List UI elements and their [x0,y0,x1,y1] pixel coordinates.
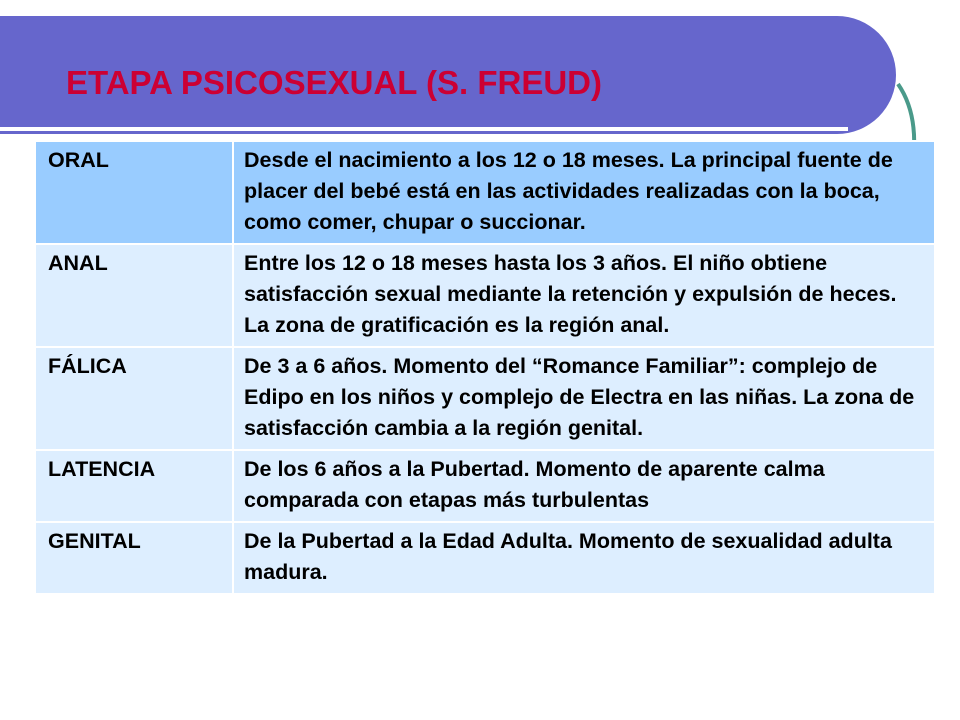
stage-description: De la Pubertad a la Edad Adulta. Momento de sexualidad adulta madura. [233,522,935,594]
table-row [35,141,935,244]
stage-description: Desde el nacimiento a los 12 o 18 meses. La principal fuente de placer del bebé está en las actividades realizadas con la boca, como comer, chupar o succionar. [233,141,935,244]
table-row [35,244,935,347]
stage-name: ORAL [35,141,233,244]
stage-name: GENITAL [35,522,233,594]
stage-description: De los 6 años a la Pubertad. Momento de aparente calma comparada con etapas más turbulentas [233,450,935,522]
banner-divider [0,127,848,131]
slide-title: ETAPA PSICOSEXUAL (S. FREUD) [66,64,602,101]
stage-description: De 3 a 6 años. Momento del “Romance Familiar”: complejo de Edipo en los niños y complejo de Electra en las niñas. La zona de satisfacción cambia a la región genital. [233,347,935,450]
stage-name: ANAL [35,244,233,347]
stages-table-container [34,140,934,595]
table-row [35,450,935,522]
stage-description: Entre los 12 o 18 meses hasta los 3 años. El niño obtiene satisfacción sexual mediante la retención y expulsión de heces. La zona de gratificación es la región anal. [233,244,935,347]
stages-table [34,140,936,595]
table-row [35,522,935,594]
stage-name: FÁLICA [35,347,233,450]
table-row [35,347,935,450]
stage-name: LATENCIA [35,450,233,522]
